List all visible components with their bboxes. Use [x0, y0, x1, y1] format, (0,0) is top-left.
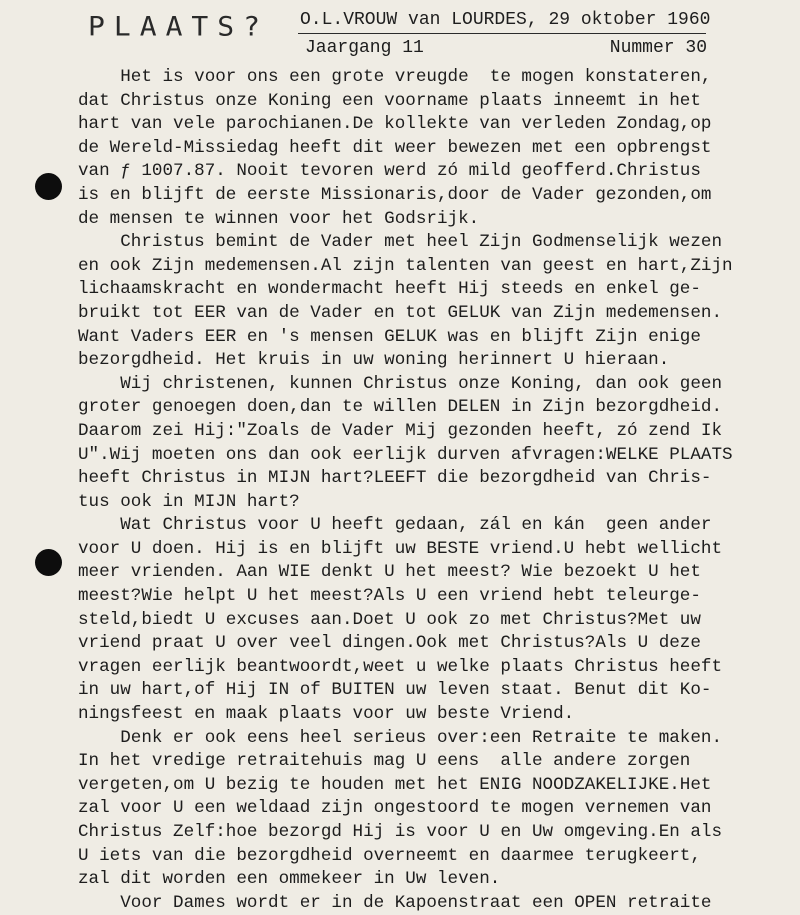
masthead-divider [298, 33, 706, 34]
body-line: Wij christenen, kunnen Christus onze Koning, dan ook geen [78, 373, 723, 394]
masthead-publisher-date: O.L.VROUW van LOURDES, 29 oktober 1960 [300, 10, 711, 30]
body-line: en ook Zijn medemensen.Al zijn talenten van geest en hart,Zijn [78, 255, 733, 276]
body-line: Het is voor ons een grote vreugde te mogen konstateren, [78, 67, 712, 87]
body-line: vergeten,om U bezig te houden met het ENIG NOODZAKELIJKE.Het [78, 774, 712, 795]
issue-label: Nummer 30 [609, 38, 707, 58]
body-line: ningsfeest en maak plaats voor uw beste Vriend. [78, 704, 575, 725]
body-line: meest?Wie helpt U het meest?Als U een vriend hebt teleurge- [78, 586, 701, 607]
article-body [78, 66, 733, 915]
body-line: Daarom zei Hij:"Zoals de Vader Mij gezonden heeft, zó zend Ik [78, 420, 723, 441]
body-line: vriend praat U over veel dingen.Ook met Christus?Als U deze [78, 633, 701, 654]
body-line: voor U doen. Hij is en blijft uw BESTE vriend.U hebt wellicht [78, 538, 723, 559]
masthead-subline [305, 38, 707, 58]
body-line: tus ook in MIJN hart? [78, 491, 300, 512]
body-line: Want Vaders EER en 's mensen GELUK was en blijft Zijn enige [78, 326, 701, 347]
body-line: groter genoegen doen,dan te willen DELEN in Zijn bezorgdheid. [78, 397, 723, 418]
masthead-title: PLAATS? [88, 10, 270, 43]
body-line: vragen eerlijk beantwoordt,weet u welke plaats Christus heeft [78, 656, 723, 677]
body-line: van ƒ 1007.87. Nooit tevoren werd zó mild geofferd.Christus [78, 161, 701, 182]
body-line: Christus Zelf:hoe bezorgd Hij is voor U en Uw omgeving.En als [78, 822, 723, 842]
body-line: In het vredige retraitehuis mag U eens alle andere zorgen [78, 751, 691, 772]
body-line: hart van vele parochianen.De kollekte van verleden Zondag,op [78, 114, 712, 135]
body-line: de mensen te winnen voor het Godsrijk. [78, 208, 480, 229]
body-line: de Wereld-Missiedag heeft dit weer bewezen met een opbrengst [78, 137, 712, 158]
volume-label: Jaargang 11 [305, 38, 424, 58]
body-line: bezorgdheid. Het kruis in uw woning herinnert U hieraan. [78, 350, 670, 371]
body-line: Christus bemint de Vader met heel Zijn Godmenselijk wezen [78, 232, 723, 253]
body-line: steld,biedt U excuses aan.Doet U ook zo met Christus?Met uw [78, 609, 701, 630]
body-line: dat Christus onze Koning een voorname plaats inneemt in het [78, 90, 701, 111]
body-line: in uw hart,of Hij IN of BUITEN uw leven staat. Benut dit Ko- [78, 680, 712, 701]
body-line: zal dit worden een ommekeer in Uw leven. [78, 869, 501, 890]
body-line: is en blijft de eerste Missionaris,door de Vader gezonden,om [78, 184, 712, 205]
punch-hole-top [35, 173, 62, 200]
body-line: bruikt tot EER van de Vader en tot GELUK van Zijn medemensen. [78, 302, 723, 323]
body-line: lichaamskracht en wondermacht heeft Hij steeds en enkel ge- [78, 279, 701, 300]
body-line: Denk er ook eens heel serieus over:een Retraite te maken. [78, 727, 723, 748]
body-line: meer vrienden. Aan WIE denkt U het meest? Wie bezoekt U het [78, 562, 701, 583]
body-line: Wat Christus voor U heeft gedaan, zál en kán geen ander [78, 515, 712, 536]
body-line: U iets van die bezorgdheid overneemt en daarmee terugkeert, [78, 845, 701, 866]
punch-hole-bottom [35, 549, 62, 576]
body-line: Voor Dames wordt er in de Kapoenstraat een OPEN retraite [78, 892, 712, 913]
body-line: U".Wij moeten ons dan ook eerlijk durven afvragen:WELKE PLAATS [78, 444, 733, 465]
body-line: zal voor U een weldaad zijn ongestoord te mogen vernemen van [78, 798, 712, 819]
body-line: heeft Christus in MIJN hart?LEEFT die bezorgdheid van Chris- [78, 468, 712, 489]
